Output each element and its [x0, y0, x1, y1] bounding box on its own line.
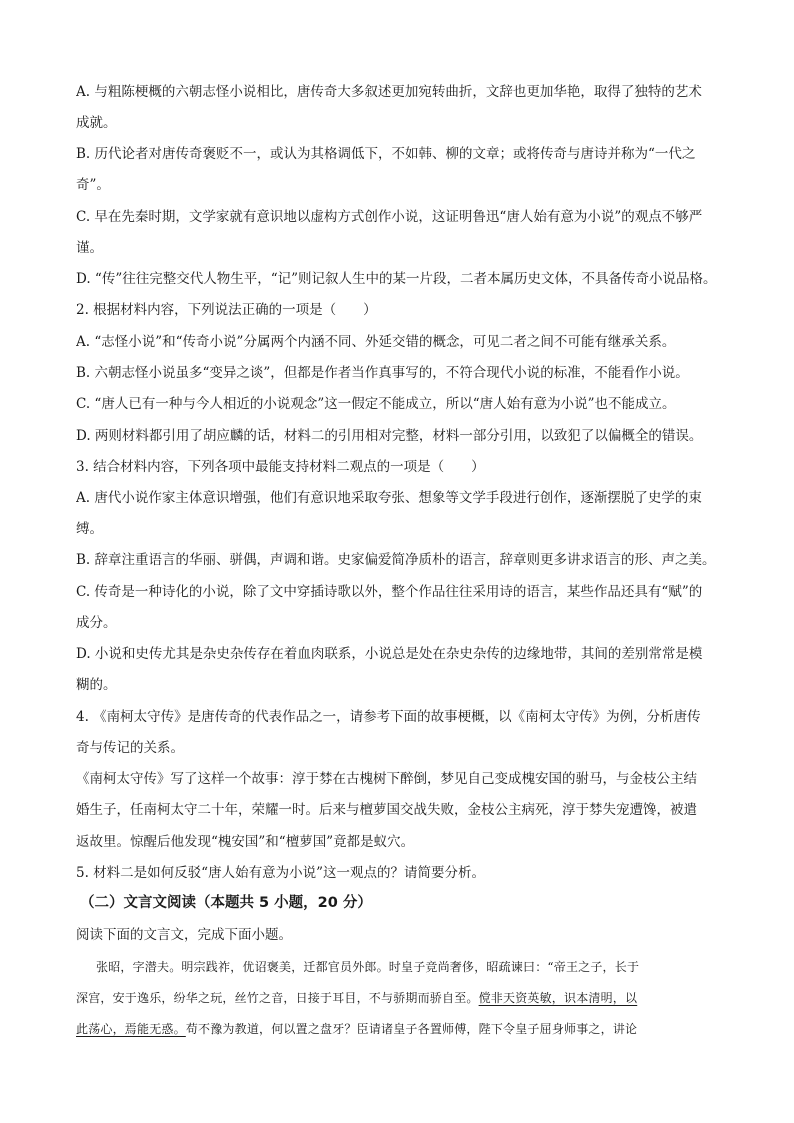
underlined-sentence-part-1: 傥非天资英敏，识本清明，以 [478, 991, 638, 1005]
q2-option-c: C. “唐人已有一种与今人相近的小说观念”这一假定不能成立，所以“唐人始有意为小说”也不能成立。 [76, 396, 676, 412]
passage-text: 苟不豫为教道，何以置之盘牙？臣请诸皇子各置师傅，陛下令皇子屈身师事之，讲论 [185, 1022, 638, 1036]
q3-option-a-line-1: A. 唐代小说作家主体意识增强，他们有意识地采取夸张、想象等文学手段进行创作，逐渐摆脱了史学的束 [76, 490, 702, 506]
q3-option-d-line-2: 糊的。 [76, 677, 117, 693]
section-heading: （二）文言文阅读（本题共 5 小题，20 分） [80, 895, 372, 911]
section-instruction: 阅读下面的文言文，完成下面小题。 [76, 927, 292, 943]
q5-stem: 5. 材料二是如何反驳“唐人始有意为小说”这一观点的？请简要分析。 [76, 865, 485, 881]
classical-passage-line-3 [76, 1019, 724, 1039]
underlined-sentence-part-2: 此荡心，焉能无惑。 [76, 1022, 186, 1036]
q4-story-line-1: 《南柯太守传》写了这样一个故事：淳于棼在古槐树下醉倒，梦见自己变成槐安国的驸马，与金枝公主结 [76, 771, 697, 787]
q3-option-b: B. 辞章注重语言的华丽、骈偶，声调和谐。史家偏爱简净质朴的语言，辞章则更多讲求语言的形、声之美。 [76, 552, 716, 568]
q3-option-c-line-1: C. 传奇是一种诗化的小说，除了文中穿插诗歌以外，整个作品往往采用诗的语言，某些作品还具有“赋”的 [76, 584, 703, 600]
q3-option-a-line-2: 缚。 [76, 521, 103, 537]
q4-story-line-3: 返故里。惊醒后他发现“槐安国”和“檀萝国”竟都是蚁穴。 [76, 834, 415, 850]
q3-stem: 3. 结合材料内容，下列各项中最能支持材料二观点的一项是（ ） [76, 459, 485, 475]
q4-stem-line-1: 4. 《南柯太守传》是唐传奇的代表作品之一，请参考下面的故事梗概，以《南柯太守传》为例，分析唐传 [76, 709, 701, 725]
q3-option-c-line-2: 成分。 [76, 615, 117, 631]
q2-stem: 2. 根据材料内容，下列说法正确的一项是（ ） [76, 302, 377, 318]
q4-stem-line-2: 奇与传记的关系。 [76, 740, 184, 756]
q4-story-line-2: 婚生子，任南柯太守二十年，荣耀一时。后来与檀萝国交战失败，金枝公主病死，淳于棼失宠遭馋，被遣 [76, 802, 697, 818]
q3-option-d-line-1: D. 小说和史传尤其是杂史杂传存在着血肉联系，小说总是处在杂史杂传的边缘地带，其间的差别常常是模 [76, 646, 703, 662]
classical-passage-line-1: 张昭，字潜夫。明宗践祚，优诏褒美，迁都官员外郎。时皇子竞尚奢侈，昭疏谏曰：“帝王之子，长于 [96, 960, 640, 974]
q1-option-d: D. “传”往往完整交代人物生平，“记”则记叙人生中的某一片段，二者本属历史文体，不具备传奇小说品格。 [76, 271, 717, 287]
q1-option-c-line-1: C. 早在先秦时期，文学家就有意识地以虚构方式创作小说，这证明鲁迅“唐人始有意为小说”的观点不够严 [76, 209, 703, 225]
q1-option-a-line-2: 成就。 [76, 115, 117, 131]
passage-text: 深宫，安于逸乐，纷华之玩，丝竹之音，日接于耳目，不与骄期而骄自至。 [76, 991, 479, 1005]
q1-option-a-line-1: A. 与粗陈梗概的六朝志怪小说相比，唐传奇大多叙述更加宛转曲折，文辞也更加华艳，取得了独特的艺术 [76, 84, 702, 100]
q2-option-a: A. “志怪小说”和“传奇小说”分属两个内涵不同、外延交错的概念，可见二者之间不可能有继承关系。 [76, 334, 676, 350]
q1-option-b-line-2: 奇”。 [76, 177, 110, 193]
q2-option-d: D. 两则材料都引用了胡应麟的话，材料二的引用相对完整，材料一部分引用，以致犯了以偏概全的错误。 [76, 428, 703, 444]
q2-option-b: B. 六朝志怪小说虽多“变异之谈”，但都是作者当作真事写的，不符合现代小说的标准，不能看作小说。 [76, 365, 689, 381]
q1-option-c-line-2: 谨。 [76, 240, 103, 256]
q1-option-b-line-1: B. 历代论者对唐传奇褒贬不一，或认为其格调低下，不如韩、柳的文章；或将传奇与唐诗并称为“一代之 [76, 146, 696, 162]
classical-passage-line-2 [76, 988, 724, 1008]
